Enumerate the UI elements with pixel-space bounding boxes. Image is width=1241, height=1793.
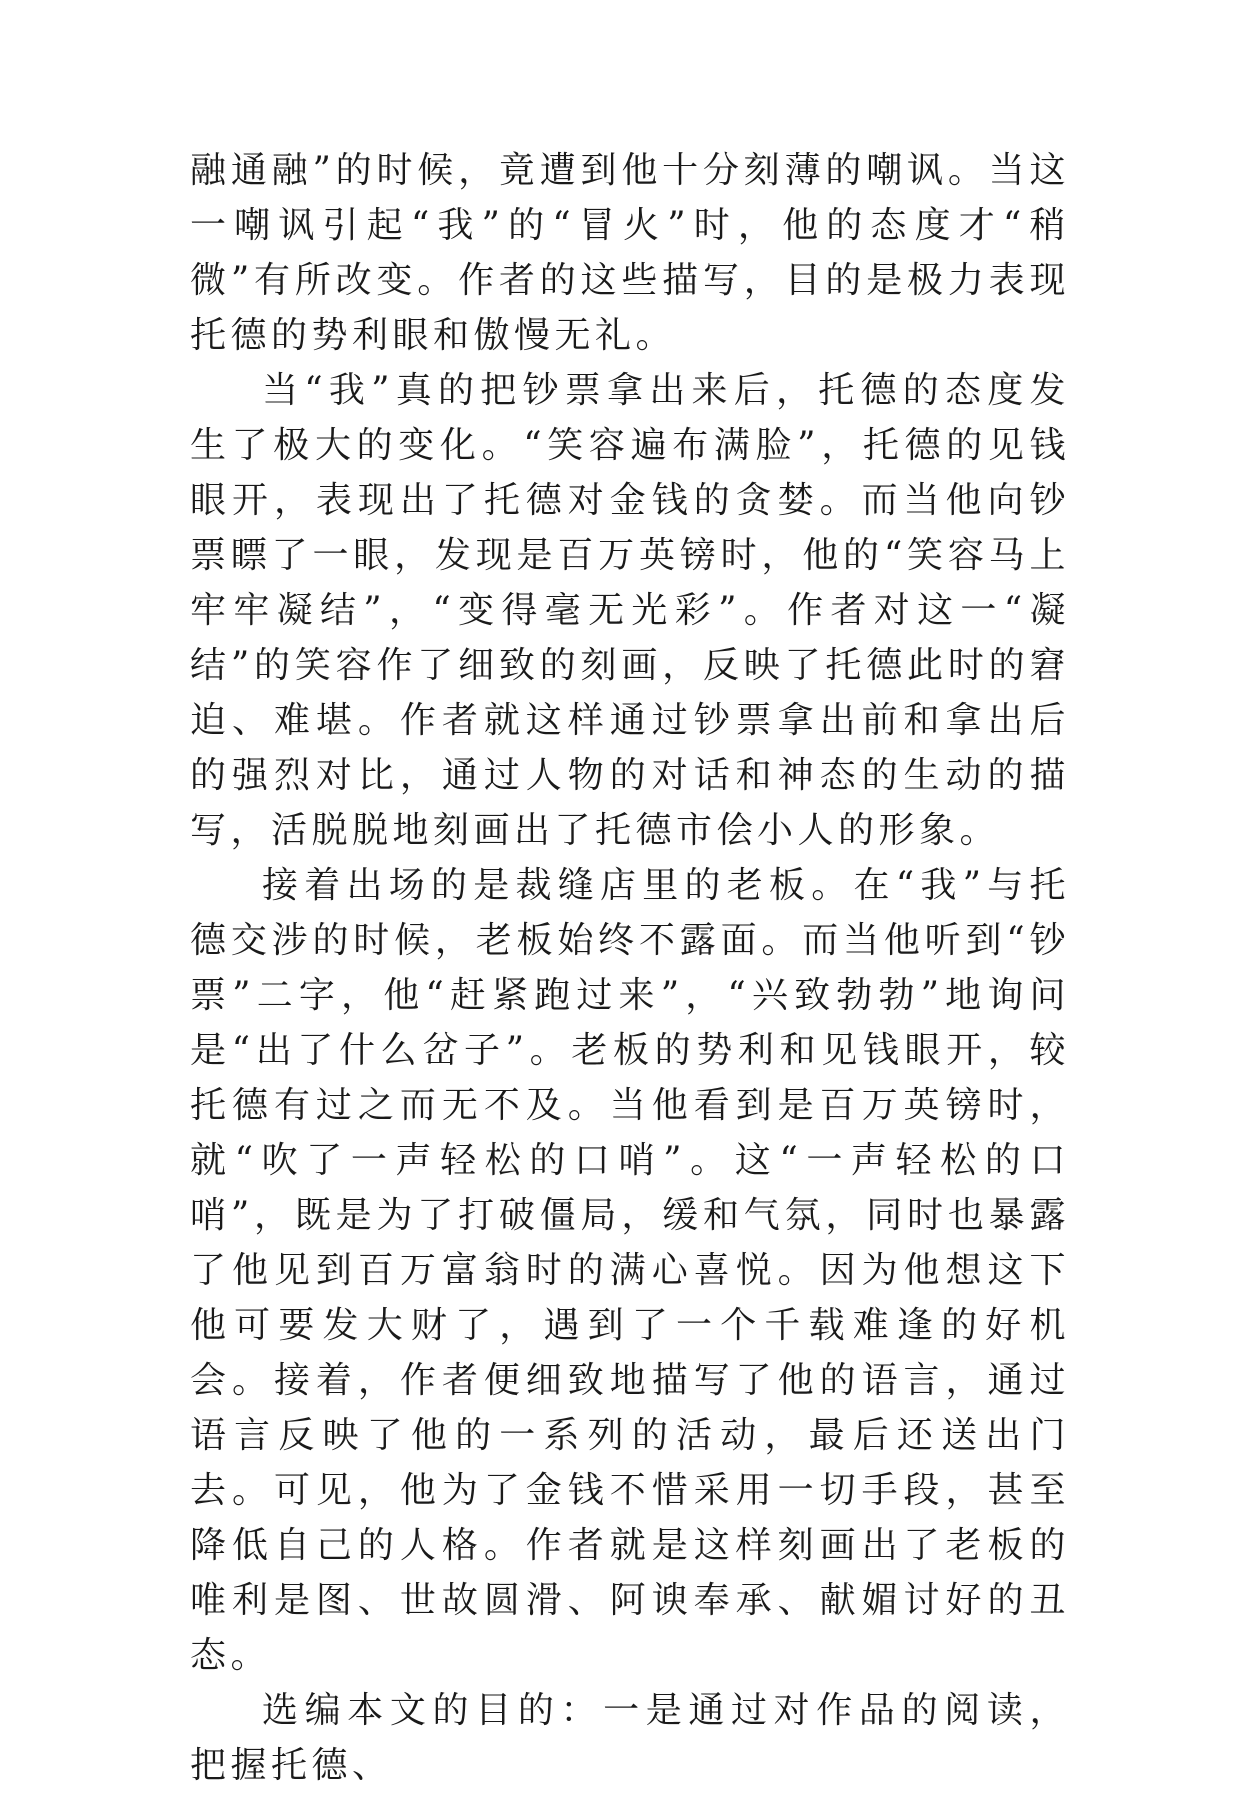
- paragraph-2: 当“我”真的把钞票拿出来后，托德的态度发生了极大的变化。“笑容遍布满脸”，托德的见钱眼开，表现出了托德对金钱的贪婪。而当他向钞票瞟了一眼，发现是百万英镑时，他的“笑容马上牢牢凝结”，“变得毫无光彩”。作者对这一“凝结”的笑容作了细致的刻画，反映了托德此时的窘迫、难堪。作者就这样通过钞票拿出前和拿出后的强烈对比，通过人物的对话和神态的生动的描写，活脱脱地刻画出了托德市侩小人的形象。: [190, 370, 1070, 851]
- paragraph-3: 接着出场的是裁缝店里的老板。在“我”与托德交涉的时候，老板始终不露面。而当他听到“钞票”二字，他“赶紧跑过来”，“兴致勃勃”地询问是“出了什么岔子”。老板的势利和见钱眼开，较托德有过之而无不及。当他看到是百万英镑时，就“吹了一声轻松的口哨”。这“一声轻松的口哨”，既是为了打破僵局，缓和气氛，同时也暴露了他见到百万富翁时的满心喜悦。因为他想这下他可要发大财了，遇到了一个千载难逢的好机会。接着，作者便细致地描写了他的语言，通过语言反映了他的一系列的活动，最后还送出门去。可见，他为了金钱不惜采用一切手段，甚至降低自己的人格。作者就是这样刻画出了老板的唯利是图、世故圆滑、阿谀奉承、献媚讨好的丑态。: [190, 865, 1070, 1676]
- paragraph-4: 选编本文的目的：一是通过对作品的阅读，把握托德、: [190, 1690, 1070, 1786]
- body-text: [190, 143, 1070, 1793]
- paragraph-1: 融通融”的时候，竟遭到他十分刻薄的嘲讽。当这一嘲讽引起“我”的“冒火”时，他的态度才“稍微”有所改变。作者的这些描写，目的是极力表现托德的势利眼和傲慢无礼。: [190, 150, 1070, 356]
